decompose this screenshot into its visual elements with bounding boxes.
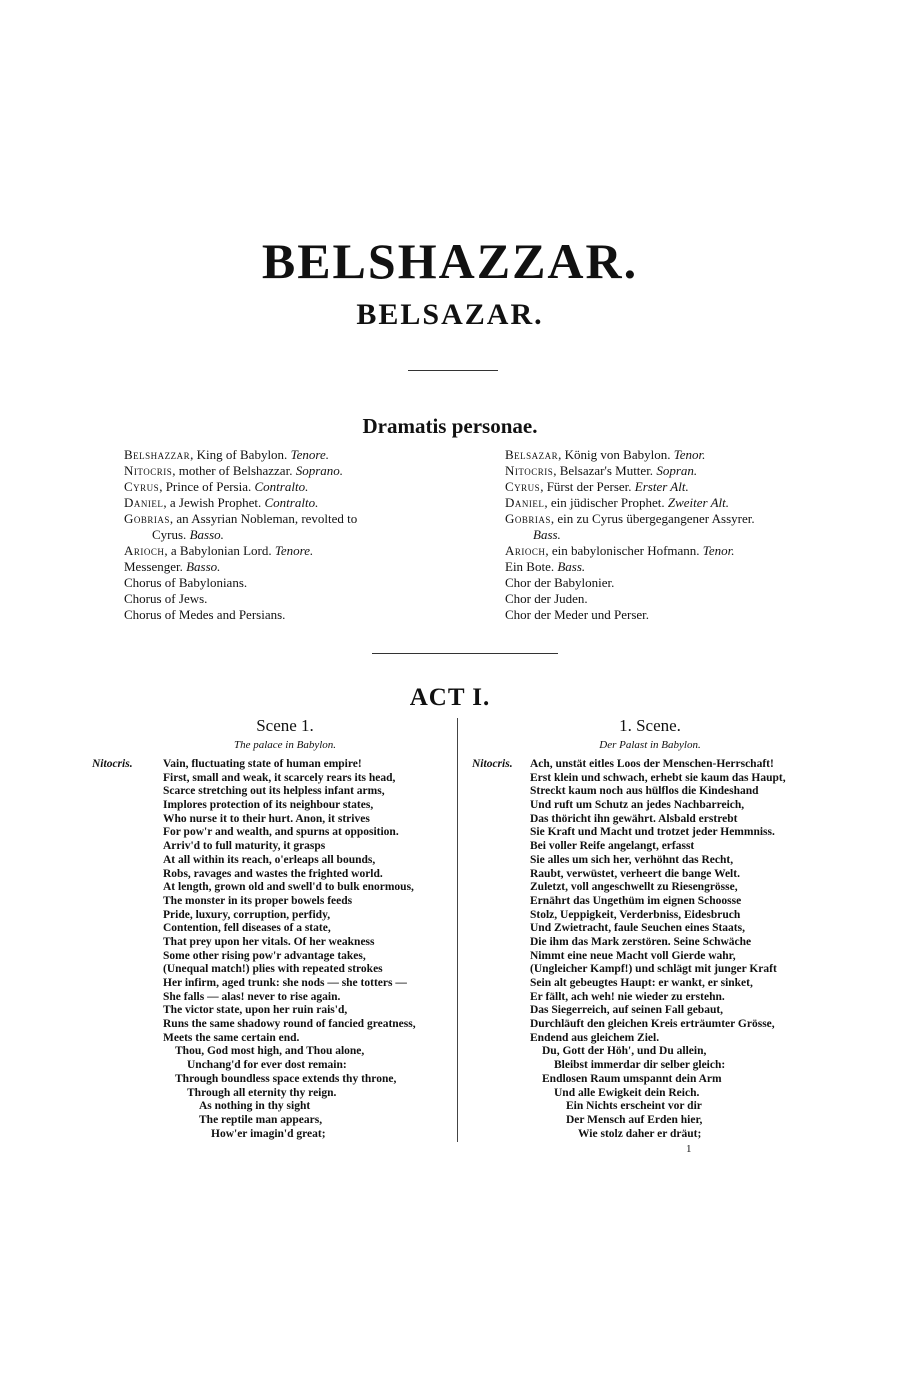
character-description: Chorus of Babylonians.	[124, 575, 248, 590]
verse-line: Arriv'd to full maturity, it grasps	[163, 840, 326, 853]
voice-type: Sopran.	[656, 463, 698, 478]
cast-entry	[505, 463, 835, 479]
speaker-label-english: Nitocris.	[92, 758, 133, 770]
cast-entry	[505, 479, 835, 495]
character-name: Nitocris	[124, 463, 173, 478]
column-divider	[457, 718, 458, 1142]
character-name: Arioch	[505, 543, 546, 558]
cast-entry	[124, 463, 454, 479]
verse-german	[530, 758, 830, 1141]
verse-line: Und ruft um Schutz an jedes Nachbarreich,	[530, 799, 745, 812]
act-heading: ACT I.	[409, 684, 491, 711]
verse-line: Runs the same shadowy round of fancied greatness,	[163, 1018, 416, 1031]
character-description: Messenger.	[124, 559, 187, 574]
character-description: , ein zu Cyrus übergegangener Assyrer.	[550, 511, 755, 526]
character-description: Cyrus.	[152, 527, 190, 542]
verse-line: Und Zwietracht, faule Seuchen eines Staats,	[530, 922, 745, 935]
character-name: Nitocris	[505, 463, 554, 478]
character-description: , mother of Belshazzar.	[172, 463, 296, 478]
voice-type: Bass.	[557, 559, 586, 574]
character-description: , Prince of Persia.	[159, 479, 255, 494]
character-name: Arioch	[124, 543, 165, 558]
verse-line: Through boundless space extends thy throne,	[175, 1072, 397, 1085]
verse-english	[163, 758, 453, 1141]
verse-line: Endend aus gleichem Ziel.	[530, 1031, 660, 1044]
verse-line: Sie alles um sich her, verhöhnt das Recht,	[530, 853, 734, 866]
verse-line: Er fällt, ach weh! nie wieder zu erstehn.	[530, 990, 725, 1003]
cast-entry	[124, 511, 454, 527]
cast-entry	[124, 543, 454, 559]
character-description: , an Assyrian Nobleman, revolted to	[169, 511, 358, 526]
cast-entry	[505, 495, 835, 511]
dramatis-personae-heading: Dramatis personae.	[362, 414, 538, 438]
verse-line: Endlosen Raum umspannt dein Arm	[542, 1072, 722, 1085]
verse-line: Some other rising pow'r advantage takes,	[163, 949, 366, 962]
character-name: Gobrias	[124, 511, 170, 526]
cast-entry	[505, 559, 835, 575]
cast-entry	[124, 495, 454, 511]
verse-line: At length, grown old and swell'd to bulk enormous,	[163, 881, 414, 894]
voice-type: Zweiter Alt.	[667, 495, 730, 510]
verse-line: Meets the same certain end.	[163, 1031, 300, 1044]
verse-line: Thou, God most high, and Thou alone,	[175, 1045, 365, 1058]
character-name: Daniel	[124, 495, 164, 510]
voice-type: Contralto.	[264, 495, 319, 510]
verse-line: Nimmt eine neue Macht voll Gierde wahr,	[530, 949, 736, 962]
cast-entry	[124, 575, 454, 591]
scene-title-english: Scene 1.	[256, 716, 314, 735]
verse-line: Raubt, verwüstet, verheert die bange Welt.	[530, 867, 740, 880]
verse-line: Vain, fluctuating state of human empire!	[163, 758, 362, 770]
page-number: 1	[686, 1143, 692, 1155]
cast-entry	[124, 591, 454, 607]
title-english: BELSHAZZAR.	[261, 233, 639, 289]
verse-line: That prey upon her vitals. Of her weakness	[163, 935, 375, 948]
character-description: , Fürst der Perser.	[540, 479, 635, 494]
verse-line: Who nurse it to their hurt. Anon, it strives	[163, 812, 370, 825]
verse-line: The monster in its proper bowels feeds	[163, 894, 353, 907]
verse-line: Sein alt gebeugtes Haupt: er wankt, er sinket,	[530, 977, 753, 989]
verse-line: Unchang'd for ever dost remain:	[187, 1059, 347, 1072]
character-description: Chor der Meder und Perser.	[505, 607, 650, 622]
verse-line: Die ihm das Mark zerstören. Seine Schwäche	[530, 935, 752, 948]
verse-line: The reptile man appears,	[199, 1113, 323, 1126]
verse-line: Bei voller Reife angelangt, erfasst	[530, 840, 695, 853]
character-description: , King of Babylon.	[190, 447, 291, 462]
character-name: Gobrias	[505, 511, 551, 526]
cast-entry	[124, 607, 454, 623]
voice-type: Tenore.	[274, 543, 314, 558]
verse-line: Contention, fell diseases of a state,	[163, 922, 331, 935]
verse-line: (Ungleicher Kampf!) und schlägt mit junger Kraft	[530, 963, 777, 976]
verse-line: First, small and weak, it scarcely rears its head,	[163, 771, 396, 784]
character-description: , Belsazar's Mutter.	[553, 463, 657, 478]
character-description: , ein jüdischer Prophet.	[544, 495, 668, 510]
verse-line: Sie Kraft und Macht und trotzet jeder Hemmniss.	[530, 826, 775, 839]
verse-line: Ein Nichts erscheint vor dir	[566, 1100, 702, 1113]
cast-entry	[505, 447, 835, 463]
character-description: , a Jewish Prophet.	[163, 495, 265, 510]
character-description: Chor der Babylonier.	[505, 575, 615, 590]
scene-setting-english: The palace in Babylon.	[233, 739, 337, 751]
scene-title-german: 1. Scene.	[619, 716, 681, 735]
cast-entry	[505, 543, 835, 559]
verse-line: As nothing in thy sight	[199, 1100, 311, 1113]
verse-line: Her infirm, aged trunk: she nods — she totters —	[163, 977, 407, 989]
cast-list-english	[124, 447, 454, 623]
verse-line: Through all eternity thy reign.	[187, 1086, 337, 1099]
character-name: Cyrus	[124, 479, 160, 494]
verse-line: Stolz, Ueppigkeit, Verderbniss, Eidesbruch	[530, 908, 741, 921]
verse-line: How'er imagin'd great;	[211, 1127, 326, 1140]
verse-line: The victor state, upon her ruin rais'd,	[163, 1004, 348, 1017]
character-description: Chorus of Medes and Persians.	[124, 607, 286, 622]
verse-line: Ach, unstät eitles Loos der Menschen-Herrschaft!	[530, 758, 774, 770]
character-name: Daniel	[505, 495, 545, 510]
verse-line: Implores protection of its neighbour states,	[163, 799, 374, 812]
verse-line: Streckt kaum noch aus hülflos die Kindeshand	[530, 785, 759, 798]
voice-type: Tenore.	[290, 447, 329, 462]
cast-entry	[505, 511, 835, 527]
verse-line: Du, Gott der Höh', und Du allein,	[542, 1045, 707, 1058]
cast-entry	[505, 591, 835, 607]
voice-type: Basso.	[189, 527, 224, 542]
verse-line: Pride, luxury, corruption, perfidy,	[163, 908, 331, 921]
character-name: Belshazzar	[124, 447, 191, 462]
cast-list-german	[505, 447, 835, 623]
character-description: Ein Bote.	[505, 559, 558, 574]
cast-entry	[124, 479, 454, 495]
verse-line: Und alle Ewigkeit dein Reich.	[554, 1086, 700, 1099]
cast-entry	[505, 607, 835, 623]
cast-entry	[124, 447, 454, 463]
verse-line: She falls — alas! never to rise again.	[163, 990, 341, 1003]
voice-type: Soprano.	[295, 463, 344, 478]
verse-line: Robs, ravages and wastes the frighted world.	[163, 867, 383, 880]
cast-entry	[505, 575, 835, 591]
character-description: , ein babylonischer Hofmann.	[545, 543, 703, 558]
verse-line: At all within its reach, o'erleaps all bounds,	[163, 853, 376, 866]
verse-line: Der Mensch auf Erden hier,	[566, 1113, 703, 1126]
verse-line: Zuletzt, voll angeschwellt zu Riesengrösse,	[530, 881, 738, 894]
verse-line: Erst klein und schwach, erhebt sie kaum das Haupt,	[530, 771, 786, 784]
voice-type: Contralto.	[254, 479, 309, 494]
character-description: Chor der Juden.	[505, 591, 588, 606]
verse-line: Bleibst immerdar dir selber gleich:	[554, 1059, 726, 1072]
verse-line: For pow'r and wealth, and spurns at opposition.	[163, 826, 399, 839]
verse-line: Das Siegerreich, auf seinen Fall gebaut,	[530, 1004, 724, 1017]
voice-type: Tenor.	[673, 447, 706, 462]
verse-line: Das thöricht ihn gewährt. Alsbald erstrebt	[530, 812, 738, 825]
verse-line: Ernährt das Ungethüm im eignen Schoosse	[530, 894, 742, 907]
verse-line: Scarce stretching out its helpless infant arms,	[163, 785, 385, 798]
verse-line: Durchläuft den gleichen Kreis erträumter Grösse,	[530, 1018, 775, 1031]
voice-type: Erster Alt.	[634, 479, 689, 494]
verse-line: Wie stolz daher er dräut;	[578, 1127, 702, 1140]
voice-type: Basso.	[186, 559, 221, 574]
cast-entry	[505, 527, 835, 543]
divider-rule	[408, 370, 498, 371]
character-description: , a Babylonian Lord.	[164, 543, 275, 558]
character-name: Cyrus	[505, 479, 541, 494]
character-name: Belsazar	[505, 447, 559, 462]
character-description: , König von Babylon.	[558, 447, 674, 462]
character-description: Chorus of Jews.	[124, 591, 208, 606]
speaker-label-german: Nitocris.	[472, 758, 513, 770]
voice-type: Tenor.	[702, 543, 735, 558]
scene-setting-german: Der Palast in Babylon.	[599, 739, 701, 751]
title-german: BELSAZAR.	[356, 298, 544, 331]
voice-type: Bass.	[533, 527, 561, 542]
cast-entry	[124, 559, 454, 575]
cast-entry	[124, 527, 454, 543]
divider-rule	[372, 653, 558, 654]
verse-line: (Unequal match!) plies with repeated strokes	[163, 963, 383, 976]
